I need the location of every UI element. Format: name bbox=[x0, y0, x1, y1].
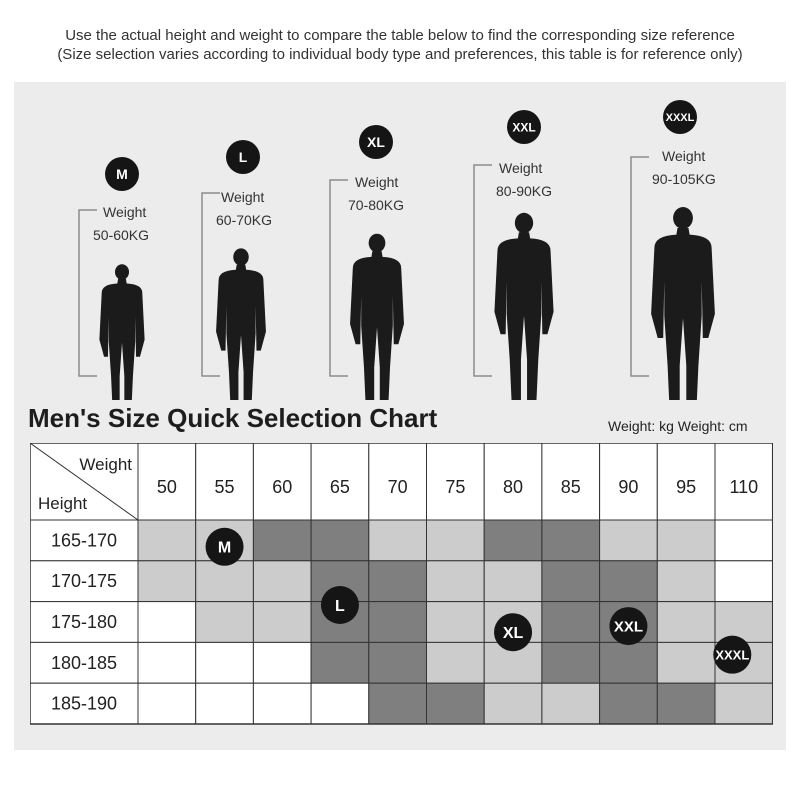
grid-cell bbox=[253, 683, 311, 724]
weight-tick-label: 55 bbox=[214, 477, 235, 497]
weight-tick-label: 65 bbox=[329, 477, 350, 497]
grid-cell bbox=[427, 561, 485, 602]
figure-xl bbox=[330, 125, 404, 400]
size-badge-label: M bbox=[116, 166, 128, 183]
corner-weight-label: Weight bbox=[79, 455, 132, 474]
size-marker-label: XL bbox=[502, 624, 524, 642]
grid-cell bbox=[715, 561, 773, 602]
weight-tick-label: 110 bbox=[729, 477, 759, 497]
grid-cell bbox=[138, 520, 196, 561]
grid-cell bbox=[600, 683, 658, 724]
weight-tick-label: 95 bbox=[676, 477, 697, 497]
weight-range: 80-90KG bbox=[496, 183, 553, 199]
height-tick-label: 175-180 bbox=[50, 612, 118, 632]
grid-cell bbox=[542, 642, 600, 683]
size-badge bbox=[105, 157, 139, 191]
weight-range: 70-80KG bbox=[348, 197, 405, 213]
weight-label: Weight bbox=[662, 148, 706, 164]
person-silhouette-icon bbox=[651, 207, 715, 400]
grid-cell bbox=[138, 561, 196, 602]
weight-range: 60-70KG bbox=[216, 212, 273, 228]
size-badge-label: XXXL bbox=[665, 111, 695, 124]
size-marker-label: M bbox=[217, 539, 232, 557]
grid-cell bbox=[427, 642, 485, 683]
grid-cell bbox=[600, 642, 658, 683]
grid-cell bbox=[427, 683, 485, 724]
units-note: Weight: kg Weight: cm bbox=[608, 418, 748, 434]
size-marker-m bbox=[206, 528, 244, 566]
grid-cell bbox=[311, 683, 369, 724]
person-silhouette-icon bbox=[216, 248, 266, 400]
grid-cell bbox=[657, 561, 715, 602]
weight-label: Weight bbox=[221, 189, 265, 205]
grid-cell bbox=[253, 520, 311, 561]
grid-cell bbox=[484, 561, 542, 602]
height-bracket bbox=[330, 180, 348, 376]
height-tick-label: 170-175 bbox=[50, 571, 118, 592]
figure-l bbox=[202, 140, 272, 400]
height-tick-label: 185-190 bbox=[50, 693, 118, 714]
grid-cell bbox=[657, 683, 715, 724]
size-grid-table bbox=[30, 443, 773, 725]
weight-label: Weight bbox=[355, 174, 399, 190]
grid-cell bbox=[657, 602, 715, 643]
size-badge-label: XL bbox=[367, 134, 385, 151]
figure-m bbox=[79, 157, 149, 400]
grid-cell bbox=[253, 561, 311, 602]
grid-cell bbox=[600, 520, 658, 561]
weight-tick-label: 75 bbox=[445, 477, 466, 497]
size-marker-l bbox=[321, 586, 359, 624]
size-marker-label: XXL bbox=[613, 618, 644, 636]
grid-cell bbox=[657, 642, 715, 683]
size-marker-label: XXXL bbox=[715, 647, 750, 663]
grid-cell bbox=[542, 520, 600, 561]
weight-range: 50-60KG bbox=[93, 227, 150, 243]
grid-cell bbox=[600, 561, 658, 602]
grid-cell bbox=[196, 683, 254, 724]
size-marker-xxl bbox=[609, 607, 647, 645]
grid-cell bbox=[657, 520, 715, 561]
size-badge-label: L bbox=[238, 149, 248, 166]
weight-label: Weight bbox=[499, 160, 543, 176]
grid-cell bbox=[715, 683, 773, 724]
grid-cell bbox=[542, 561, 600, 602]
weight-label: Weight bbox=[103, 204, 147, 220]
size-badge-label: XXL bbox=[512, 120, 536, 135]
weight-tick-label: 50 bbox=[156, 477, 177, 497]
grid-cell bbox=[484, 520, 542, 561]
grid-cell bbox=[369, 602, 427, 643]
grid-cell bbox=[196, 602, 254, 643]
height-tick-label: 180-185 bbox=[50, 652, 118, 673]
size-badge bbox=[507, 110, 541, 144]
grid-cell bbox=[311, 520, 369, 561]
instructions-line-2: (Size selection varies according to individual body type and preferences, this table is for reference only) bbox=[57, 46, 743, 63]
person-silhouette-icon bbox=[494, 213, 553, 400]
grid-cell bbox=[715, 602, 773, 643]
grid-cell bbox=[196, 642, 254, 683]
grid-cell bbox=[138, 642, 196, 683]
grid-cell bbox=[369, 683, 427, 724]
height-bracket bbox=[631, 157, 649, 376]
grid-cell bbox=[253, 602, 311, 643]
grid-cell bbox=[542, 683, 600, 724]
chart-title: Men's Size Quick Selection Chart bbox=[28, 403, 438, 433]
grid-cell bbox=[484, 683, 542, 724]
size-badge bbox=[359, 125, 393, 159]
weight-tick-label: 60 bbox=[272, 477, 293, 497]
grid-cell bbox=[138, 602, 196, 643]
height-tick-label: 165-170 bbox=[50, 530, 118, 551]
weight-tick-label: 70 bbox=[387, 477, 408, 497]
instructions-line-1: Use the actual height and weight to compare the table below to find the corresponding size reference bbox=[65, 27, 735, 44]
figure-xxxl bbox=[631, 100, 716, 400]
grid-cell bbox=[369, 642, 427, 683]
size-badge bbox=[226, 140, 260, 174]
grid-cell bbox=[196, 561, 254, 602]
weight-tick-label: 85 bbox=[560, 477, 581, 497]
grid-cell bbox=[253, 642, 311, 683]
size-marker-xl bbox=[494, 613, 532, 651]
weight-tick-label: 80 bbox=[503, 477, 524, 497]
grid-cell bbox=[427, 520, 485, 561]
size-marker-label: L bbox=[335, 597, 345, 615]
weight-range: 90-105KG bbox=[652, 171, 716, 187]
size-badge bbox=[663, 100, 697, 134]
grid-cell bbox=[427, 602, 485, 643]
grid-cell bbox=[715, 520, 773, 561]
grid-cell bbox=[369, 520, 427, 561]
height-bracket bbox=[474, 165, 492, 376]
grid-cell bbox=[542, 602, 600, 643]
person-silhouette-icon bbox=[350, 234, 404, 400]
corner-height-label: Height bbox=[38, 494, 88, 513]
grid-cell bbox=[138, 683, 196, 724]
weight-tick-label: 90 bbox=[618, 477, 639, 497]
figure-xxl bbox=[474, 110, 554, 400]
grid-cell bbox=[369, 561, 427, 602]
person-silhouette-icon bbox=[99, 264, 144, 400]
size-marker-xxxl bbox=[713, 636, 751, 674]
grid-cell bbox=[311, 642, 369, 683]
